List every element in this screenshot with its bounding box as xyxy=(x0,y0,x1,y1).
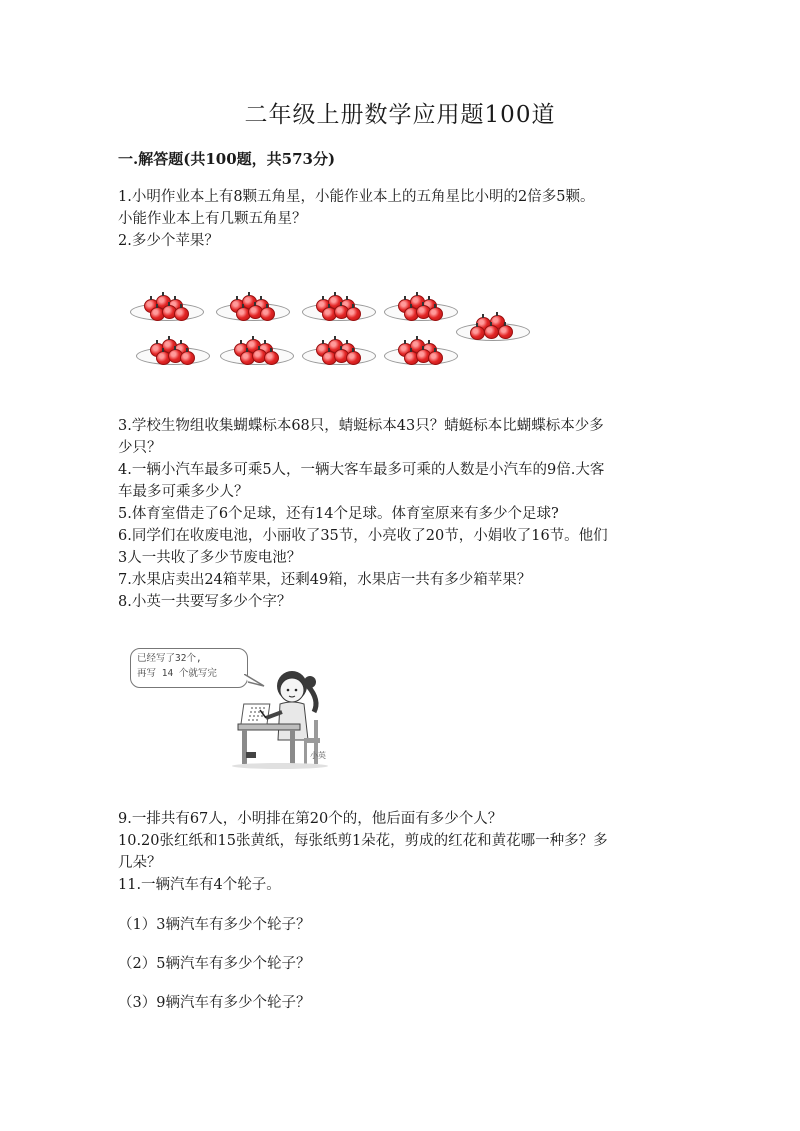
speech-bubble-line-2: 再写 14 个就写完 xyxy=(137,668,217,679)
question-8: 8.小英一共要写多少个字？ xyxy=(118,594,292,610)
apple-plate xyxy=(384,337,456,365)
question-3-line-2: 少只？ xyxy=(118,440,162,456)
question-11: 11.一辆汽车有4个轮子。 xyxy=(118,877,281,893)
apple-plate xyxy=(216,293,288,321)
girl-writing-illustration xyxy=(120,642,340,772)
question-11-part-3: （3）9辆汽车有多少个轮子？ xyxy=(118,995,311,1011)
question-6-line-2: 3人一共收了多少节废电池？ xyxy=(118,550,302,566)
question-1-line-1: 1.小明作业本上有8颗五角星，小能作业本上的五角星比小明的2倍多5颗。 xyxy=(118,189,595,205)
apple-plate xyxy=(302,293,374,321)
girl-name-label: 小英 xyxy=(310,751,326,760)
speech-bubble-line-1: 已经写了32个, xyxy=(137,653,202,664)
question-11-part-2: （2）5辆汽车有多少个轮子？ xyxy=(118,956,311,972)
question-10-line-2: 几朵？ xyxy=(118,855,162,871)
question-10-line-1: 10.20张红纸和15张黄纸，每张纸剪1朵花，剪成的红花和黄花哪一种多？多 xyxy=(118,833,608,849)
question-5: 5.体育室借走了6个足球，还有14个足球。体育室原来有多少个足球? xyxy=(118,506,559,522)
apple-plate xyxy=(136,337,208,365)
apple-plate xyxy=(220,337,292,365)
question-4-line-2: 车最多可乘多少人？ xyxy=(118,484,249,500)
question-11-part-1: （1）3辆汽车有多少个轮子？ xyxy=(118,917,311,933)
apple-plate xyxy=(130,293,202,321)
question-7: 7.水果店卖出24箱苹果，还剩49箱，水果店一共有多少箱苹果？ xyxy=(118,572,532,588)
question-2: 2.多少个苹果？ xyxy=(118,233,219,249)
question-6-line-1: 6.同学们在收废电池，小丽收了35节，小亮收了20节，小娟收了16节。他们 xyxy=(118,528,608,544)
question-4-line-1: 4.一辆小汽车最多可乘5人，一辆大客车最多可乘的人数是小汽车的9倍.大客 xyxy=(118,462,605,478)
page-title: 二年级上册数学应用题100道 xyxy=(244,102,556,128)
apples-illustration xyxy=(130,285,540,375)
question-3-line-1: 3.学校生物组收集蝴蝶标本68只，蜻蜓标本43只？蜻蜓标本比蝴蝶标本少多 xyxy=(118,418,604,434)
apple-plate xyxy=(302,337,374,365)
question-1-line-2: 小能作业本上有几颗五角星？ xyxy=(118,211,307,227)
section-heading: 一.解答题(共100题，共573分) xyxy=(118,150,336,168)
apple-plate xyxy=(456,313,528,341)
question-9: 9.一排共有67人，小明排在第20个的，他后面有多少个人？ xyxy=(118,811,503,827)
apple-plate xyxy=(384,293,456,321)
